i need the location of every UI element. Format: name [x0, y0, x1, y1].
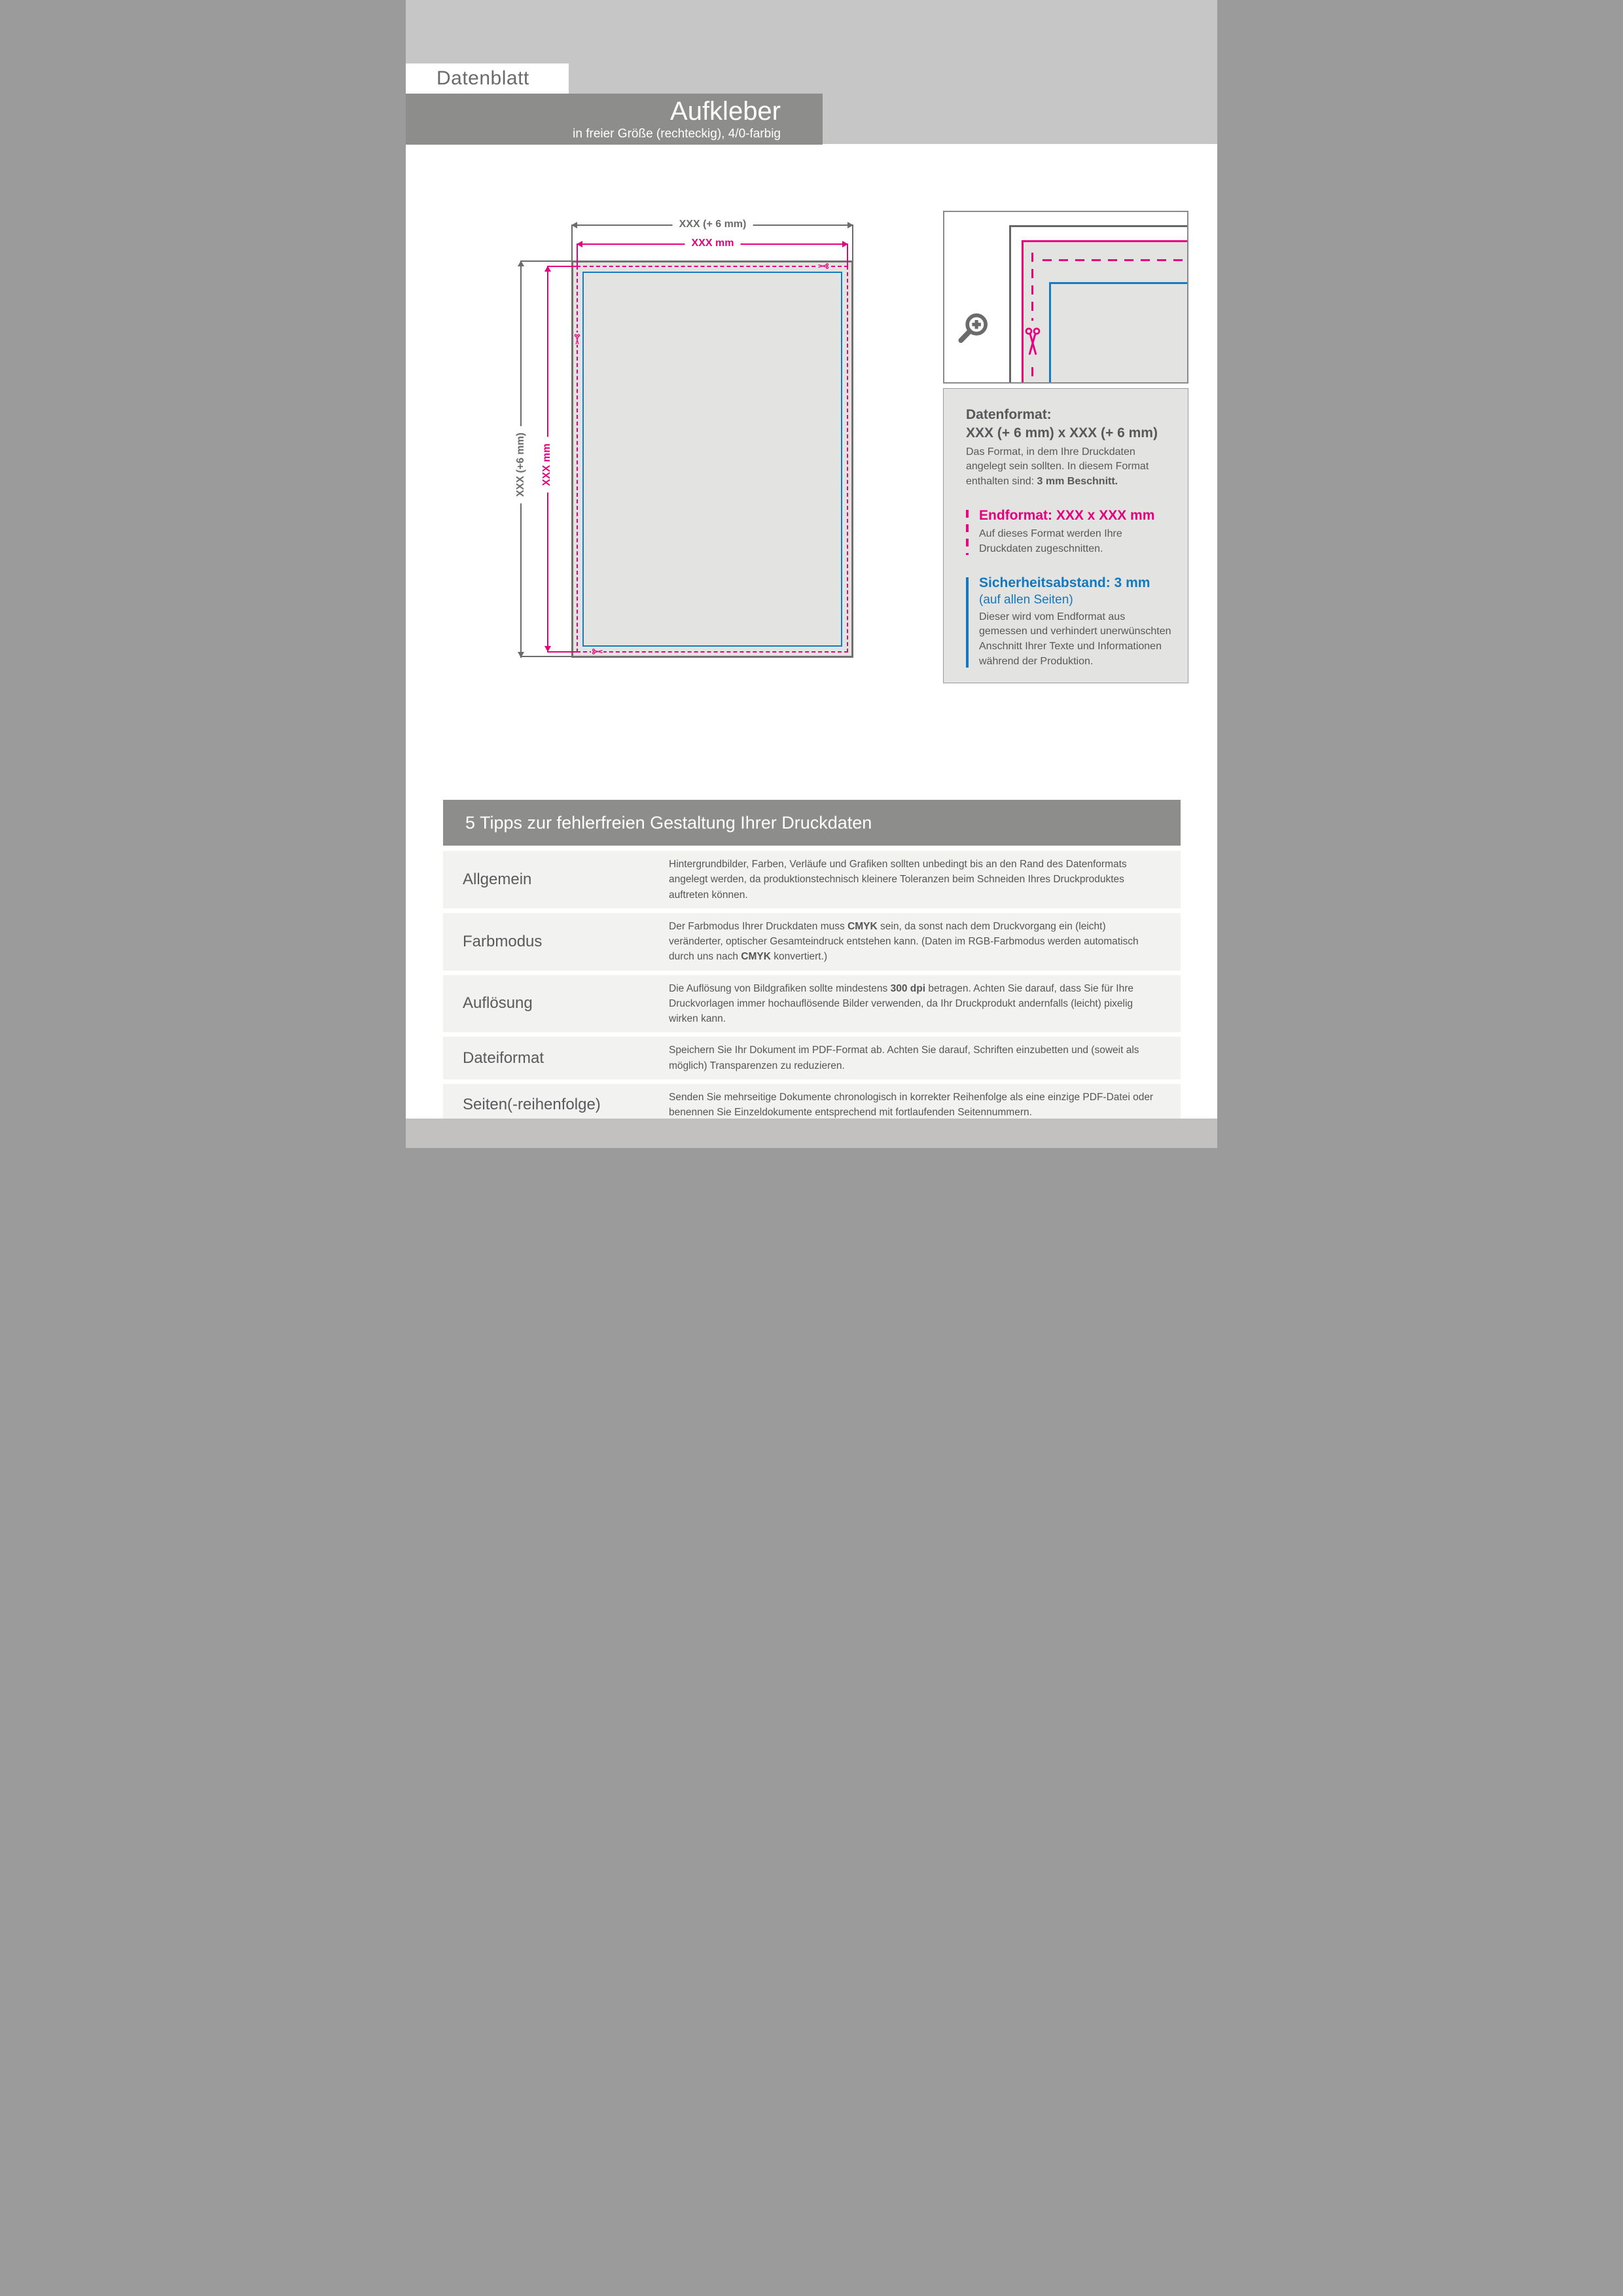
sicherheitsabstand-title: Sicherheitsabstand: 3 mm	[979, 575, 1150, 590]
sicherheitsabstand-body: Dieser wird vom Endformat aus gemessen und verhindert unerwünschten Anschnitt Ihrer Texte und Informationen während der Produktion.	[979, 611, 1171, 667]
extension-line	[847, 244, 848, 266]
tips-header-bar	[443, 800, 1181, 846]
product-subtitle: in freier Größe (rechteckig), 4/0-farbig	[573, 126, 781, 141]
extension-line	[571, 225, 573, 260]
endformat-title: Endformat: XXX x XXX mm	[979, 507, 1155, 523]
extension-line	[577, 244, 578, 266]
extension-line	[521, 260, 571, 262]
detail-endformat-line	[1022, 240, 1187, 242]
tips-header-title: 5 Tipps zur fehlerfreien Gestaltung Ihrer Druckdaten	[465, 812, 872, 833]
endformat-block	[966, 507, 1172, 557]
extension-line	[852, 225, 853, 260]
cut-width-label: XXX mm	[685, 238, 741, 249]
footer-band	[406, 1119, 1217, 1148]
product-banner	[406, 94, 823, 145]
sicherheitsabstand-subtitle: (auf allen Seiten)	[979, 592, 1073, 607]
scissors-icon	[817, 263, 829, 269]
table-row	[443, 913, 1181, 971]
tip-label: Seiten(-reihenfolge)	[463, 1096, 601, 1113]
tip-text: Der Farbmodus Ihrer Druckdaten muss CMYK sein, da sonst nach dem Druckvorgang ein (leicht) veränderter, optischer Gesamteindruck entstehen kann. (Daten im RGB-Farbmodus werden automatisch durch uns nach CMYK konvertiert.)	[669, 920, 1139, 963]
product-title: Aufkleber	[670, 96, 781, 126]
detail-endformat-line	[1022, 240, 1024, 382]
outer-width-label: XXX (+ 6 mm)	[673, 219, 753, 230]
outer-height-label: XXX (+6 mm)	[515, 426, 527, 503]
datenformat-block	[966, 406, 1172, 490]
datenformat-value: XXX (+ 6 mm) x XXX (+ 6 mm)	[966, 425, 1158, 441]
zoom-plus-icon	[955, 310, 993, 348]
datasheet-page	[406, 0, 1217, 1148]
detail-cut-dash-line	[1031, 253, 1033, 382]
sicherheitsabstand-block	[966, 574, 1172, 670]
tip-text: Hintergrundbilder, Farben, Verläufe und Grafiken sollten unbedingt bis an den Rand des Datenformats angelegt werden, da produktionstechnisch kleinere Toleranzen beim Schneiden Ihres Druckproduktes auftreten können.	[669, 859, 1127, 901]
detail-dataformat-line	[1009, 225, 1187, 227]
table-row	[443, 1037, 1181, 1079]
cut-height-label: XXX mm	[541, 437, 553, 493]
extension-line	[521, 656, 571, 657]
datenformat-title: Datenformat:	[966, 407, 1052, 422]
tip-label: Auflösung	[463, 994, 533, 1013]
extension-line	[547, 651, 577, 653]
scissors-icon	[575, 333, 580, 345]
detail-dataformat-line	[1009, 225, 1011, 382]
detail-safety-line	[1049, 282, 1187, 284]
tip-label: Allgemein	[463, 870, 532, 888]
scissors-icon	[592, 649, 603, 655]
format-info-box	[943, 388, 1188, 683]
tips-rows	[443, 851, 1181, 1126]
tip-text: Senden Sie mehrseitige Dokumente chronologisch in korrekter Reihenfolge als eine einzige PDF-Datei oder benennen Sie Einzeldokumente entsprechend mit fortlaufenden Seitennummern.	[669, 1091, 1154, 1118]
doc-label-box	[406, 63, 569, 94]
tip-label: Dateiformat	[463, 1049, 544, 1067]
tip-text: Die Auflösung von Bildgrafiken sollte mindestens 300 dpi betragen. Achten Sie darauf, dass Sie für Ihre Druckvorlagen immer hochauflösende Bilder verwenden, da Ihr Druckprodukt andernfalls (leicht) pixelig wirken kann.	[669, 982, 1133, 1024]
scissors-icon	[1025, 323, 1041, 361]
endformat-body: Auf dieses Format werden Ihre Druckdaten zugeschnitten.	[979, 528, 1122, 554]
safety-margin-rect	[582, 272, 842, 647]
table-row	[443, 975, 1181, 1033]
datenformat-body: Das Format, in dem Ihre Druckdaten angelegt sein sollten. In diesem Format enthalten sind: 3 mm Beschnitt.	[966, 446, 1149, 488]
tip-text: Speichern Sie Ihr Dokument im PDF-Format ab. Achten Sie darauf, Schriften einzubetten und (soweit als möglich) Transparenzen zu reduzieren.	[669, 1045, 1139, 1071]
corner-detail-panel	[943, 211, 1188, 384]
table-row	[443, 851, 1181, 908]
detail-safety-line	[1049, 282, 1051, 382]
extension-line	[547, 266, 577, 267]
detail-bleed-fill	[1022, 240, 1187, 382]
tip-label: Farbmodus	[463, 932, 543, 950]
detail-cut-dash-line	[1043, 259, 1187, 261]
doc-label: Datenblatt	[437, 67, 529, 89]
